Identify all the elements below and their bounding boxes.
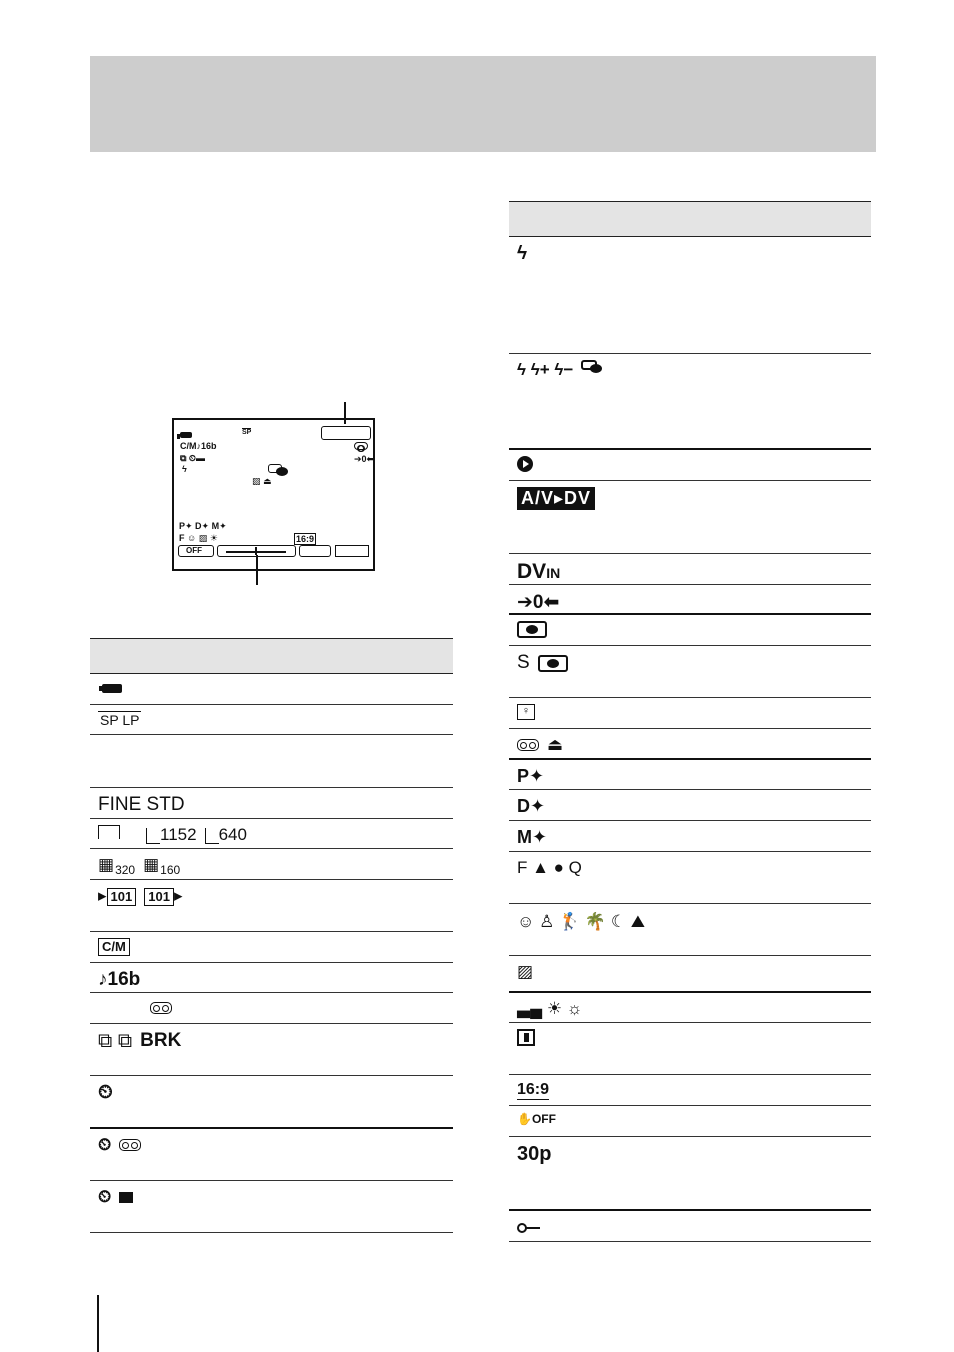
table-row [90, 819, 453, 849]
table-row [509, 615, 871, 646]
lcd-nightshot-icon [268, 464, 282, 475]
memory-mix-icon: M✦ [517, 827, 548, 847]
table-row [90, 963, 453, 993]
lcd-effect-icons: P✦ D✦ M✦ [179, 521, 227, 531]
table-row [509, 698, 871, 729]
lcd-mode-icons: F ☺ ▨ ☀ [179, 533, 218, 543]
table-row [509, 1106, 871, 1137]
movie-160-icon: $▦_{160}$ [143, 855, 181, 877]
lcd-screen-illustration [172, 418, 375, 571]
table-row [509, 237, 871, 354]
table-row [509, 354, 871, 450]
table-row [90, 932, 453, 963]
self-timer-icon: ⏲ [98, 1082, 113, 1103]
table-row [509, 821, 871, 852]
30p-icon: 30p [517, 1143, 552, 1165]
audio-16b-icon: ♪16b [98, 969, 141, 990]
focus-modes-icon: F ▲ ● Q [517, 858, 582, 877]
table-row [90, 1076, 453, 1129]
table-row [509, 1211, 871, 1242]
burst-icon: ⧉ ⧉ [98, 1030, 133, 1052]
scene-modes-icon: ☺ ♙ 🏌 🌴 ☾ ⛰ [517, 912, 646, 931]
folder-prev-icon: ▸ 101 [98, 886, 136, 906]
counter-frame [321, 426, 371, 440]
table-row [509, 904, 871, 956]
playback-icon [517, 456, 533, 472]
sp-lp-icon: SP LP [100, 712, 140, 728]
lcd-burst-icon: ⧉ ⏲▬ [180, 453, 205, 463]
av-dv-icon: A/V▸DV [517, 487, 595, 510]
lcd-battery-icon [180, 430, 192, 440]
steady-off-icon: ✋OFF [517, 1112, 556, 1126]
left-indicator-table [90, 638, 453, 1233]
table-row [90, 849, 453, 880]
interval-card-icon: ⏲ [98, 1187, 133, 1207]
table-row [509, 585, 871, 615]
table-row [90, 880, 453, 932]
flash-icon: ϟ [517, 243, 528, 264]
brk-icon: BRK [140, 1030, 182, 1051]
lcd-flash-icon: ϟ [182, 464, 187, 474]
table-row [90, 1129, 453, 1181]
table-row [90, 993, 453, 1024]
lcd-sp-label: SP [242, 429, 252, 436]
exposure-icon: ▨ [517, 962, 534, 981]
no-tape-icon: ⏏ [517, 735, 563, 755]
table-row [509, 481, 871, 554]
size-640-icon: 640 [205, 825, 247, 845]
callout-line-bottom [256, 555, 258, 585]
lcd-focus-icon: ➔0⬅ [354, 454, 375, 464]
white-balance-icon: ▃▄ ☀ ☼ [517, 999, 583, 1018]
table-row [90, 705, 453, 735]
redeye-icon [581, 360, 597, 370]
right-indicator-table [509, 201, 871, 1242]
table-row [509, 1023, 871, 1075]
table-row [509, 646, 871, 698]
cm-icon: C/M [98, 938, 130, 956]
lcd-slider-thumb [255, 547, 257, 555]
lcd-wide-icon: 16:9 [296, 534, 315, 544]
tape-icon [150, 1002, 172, 1014]
lcd-cm-audio: C/M♪16b [180, 441, 217, 451]
folder-next-icon: 101 ▸ [144, 886, 182, 906]
table-row [509, 956, 871, 993]
dv-in-icon: DVIN [517, 560, 561, 583]
table-row [509, 790, 871, 821]
fine-std-icon: FINE STD [98, 794, 185, 815]
nightshot-icon [517, 621, 547, 638]
wide-icon: 16:9 [517, 1081, 550, 1098]
lcd-off-label: OFF [186, 546, 202, 555]
lcd-tape-icon [354, 442, 368, 452]
table-row [509, 1137, 871, 1211]
table-row [90, 1181, 453, 1233]
flash-modes-icon: ϟ ϟ+ ϟ− [517, 360, 574, 379]
lcd-eject-icon: ▨ ⏏ [252, 476, 272, 486]
interval-tape-icon: ⏲ [98, 1135, 141, 1155]
section-banner [90, 56, 876, 152]
movie-320-icon: $▦_{320}$ [98, 855, 136, 877]
table-header [509, 201, 871, 237]
size-1152-icon: 1152 [146, 825, 197, 845]
picture-effect-icon: P✦ [517, 766, 545, 786]
table-row [509, 1075, 871, 1106]
spot-meter-icon: ♀ [517, 704, 535, 720]
table-row [509, 993, 871, 1023]
page-margin-rule [97, 1295, 99, 1352]
battery-icon [98, 680, 122, 693]
table-row [509, 554, 871, 585]
table-row [509, 450, 871, 481]
table-row [509, 760, 871, 790]
lock-icon [517, 1217, 540, 1237]
digital-effect-icon: D✦ [517, 796, 546, 816]
table-row [509, 729, 871, 760]
super-nightshot-icon: S [517, 652, 568, 674]
table-row [90, 1024, 453, 1076]
lcd-blank-button [335, 545, 369, 557]
image-size-icon [98, 825, 120, 839]
table-row [90, 788, 453, 819]
table-row [509, 852, 871, 904]
table-row [90, 674, 453, 705]
table-row [90, 735, 453, 788]
focus-icon: ➔0⬅ [517, 592, 560, 613]
rec-lamp-icon [517, 1029, 535, 1046]
lcd-tape-button [299, 545, 331, 557]
table-header [90, 638, 453, 674]
